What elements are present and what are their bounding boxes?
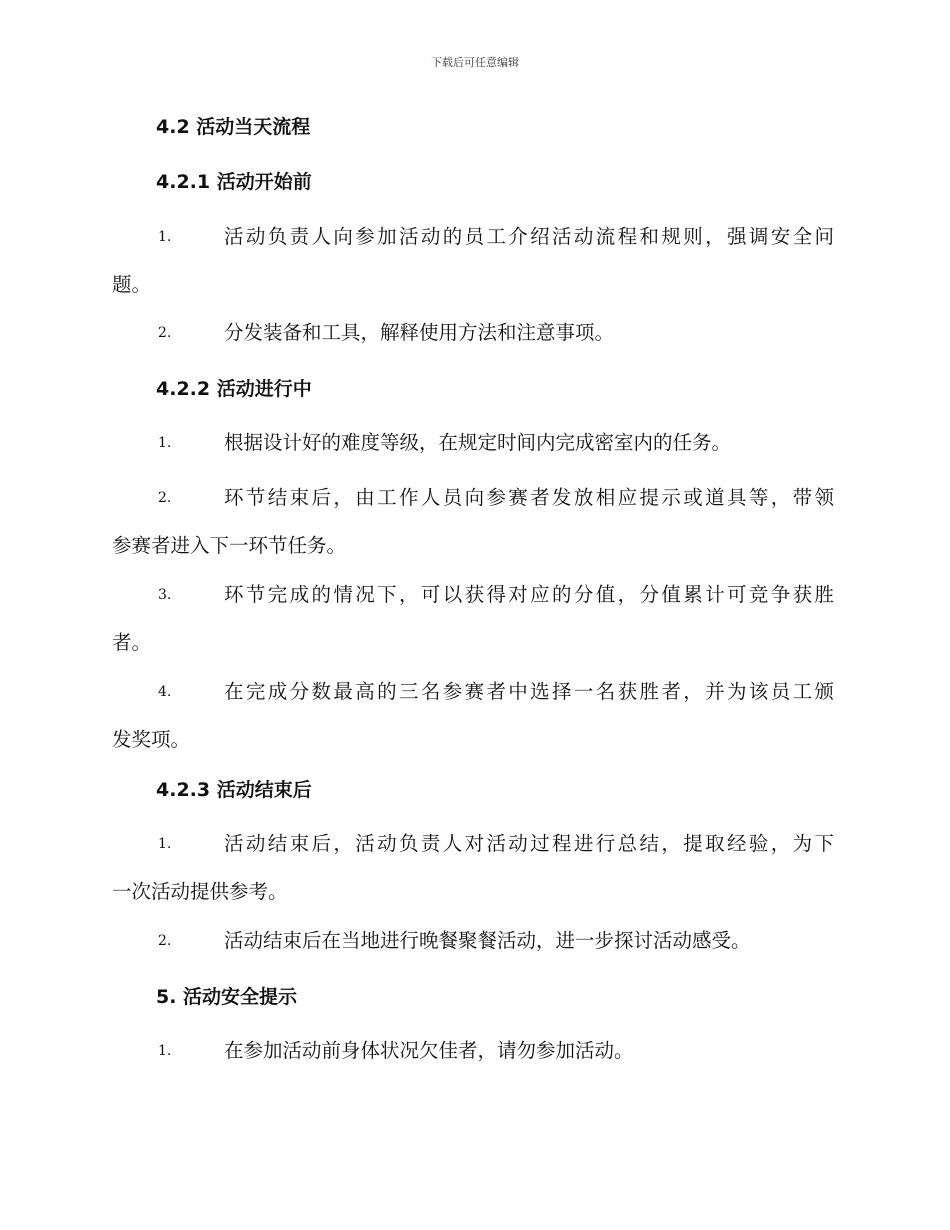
list-item-text: 活动负责人向参加活动的员工介绍活动流程和规则，强调安全问 xyxy=(224,225,834,248)
list-item-text: 在参加活动前身体状况欠佳者，请勿参加活动。 xyxy=(224,1039,634,1062)
list-item xyxy=(112,477,834,567)
list-item-text: 在完成分数最高的三名参赛者中选择一名获胜者，并为该员工颁 xyxy=(224,680,834,703)
section-heading-5: 5. 活动安全提示 xyxy=(156,986,298,1008)
list-item xyxy=(112,920,834,962)
section-heading-4-2-3: 4.2.3 活动结束后 xyxy=(156,779,312,801)
list-number: 2. xyxy=(158,933,172,949)
list-item-text-continued: 参赛者进入下一环节任务。 xyxy=(112,534,347,557)
list-number: 3. xyxy=(158,587,172,603)
list-number: 1. xyxy=(158,836,172,852)
list-item xyxy=(112,422,834,464)
list-item-text-continued: 题。 xyxy=(112,273,152,296)
list-item xyxy=(112,312,834,354)
list-item xyxy=(112,671,834,761)
list-item-text: 活动结束后，活动负责人对活动过程进行总结，提取经验，为下 xyxy=(224,832,834,855)
page-header: 下载后可任意编辑 xyxy=(431,56,519,69)
list-item-text: 活动结束后在当地进行晚餐聚餐活动，进一步探讨活动感受。 xyxy=(224,929,751,952)
list-item xyxy=(112,574,834,664)
list-number: 4. xyxy=(158,684,172,700)
list-item-text: 分发装备和工具，解释使用方法和注意事项。 xyxy=(224,321,615,344)
section-heading-4-2-2: 4.2.2 活动进行中 xyxy=(156,378,312,400)
list-item xyxy=(112,1030,834,1072)
section-heading-4-2: 4.2 活动当天流程 xyxy=(156,116,311,138)
list-item xyxy=(112,216,834,306)
list-number: 1. xyxy=(158,229,172,245)
list-number: 2. xyxy=(158,325,172,341)
list-item-text: 环节完成的情况下，可以获得对应的分值，分值累计可竞争获胜 xyxy=(224,583,834,606)
list-number: 1. xyxy=(158,435,172,451)
list-item-text-continued: 一次活动提供参考。 xyxy=(112,880,288,903)
list-item xyxy=(112,823,834,913)
list-number: 2. xyxy=(158,490,172,506)
list-number: 1. xyxy=(158,1043,172,1059)
list-item-text: 根据设计好的难度等级，在规定时间内完成密室内的任务。 xyxy=(224,431,732,454)
list-item-text-continued: 发奖项。 xyxy=(112,728,191,751)
section-heading-4-2-1: 4.2.1 活动开始前 xyxy=(156,171,312,193)
list-item-text: 环节结束后，由工作人员向参赛者发放相应提示或道具等，带领 xyxy=(224,486,834,509)
list-item-text-continued: 者。 xyxy=(112,631,152,654)
